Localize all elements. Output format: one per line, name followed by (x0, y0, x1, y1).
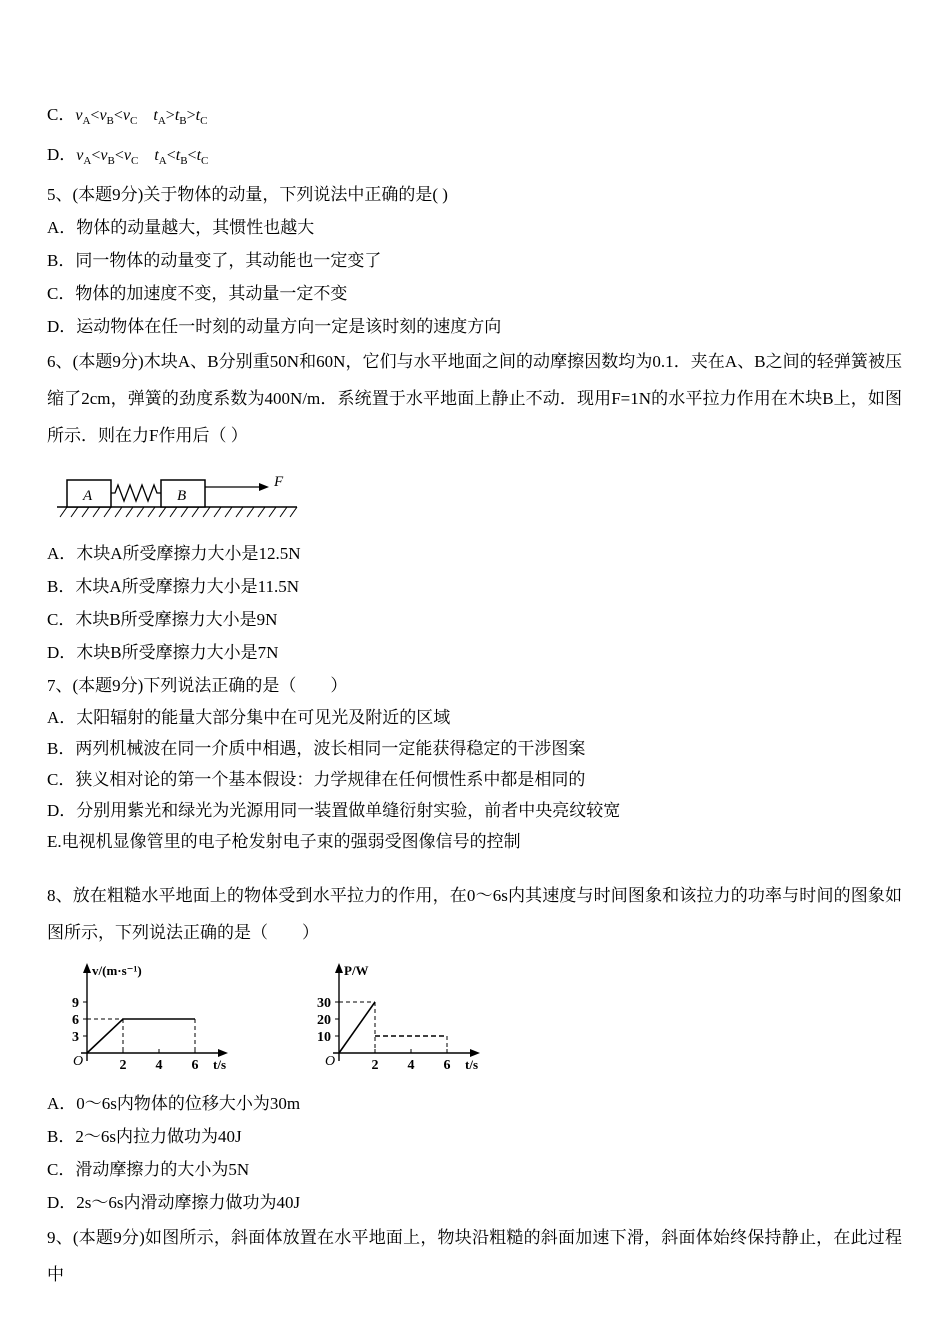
y-tick-label: 9 (72, 996, 79, 1012)
question-5-option-b: B．同一物体的动量变了，其动能也一定变了 (47, 251, 382, 271)
question-6-option-b: B．木块A所受摩擦力大小是11.5N (47, 577, 300, 597)
question-7-option-b: B．两列机械波在同一介质中相遇，波长相同一定能获得稳定的干涉图案 (47, 739, 586, 759)
question-7-option-e: E.电视机显像管里的电子枪发射电子束的强弱受图像信号的控制 (47, 832, 521, 852)
x-tick-label: 2 (371, 1058, 379, 1074)
block-a-label: A (83, 488, 93, 505)
force-arrow-head (259, 483, 269, 491)
option-d-formula: $v_A<v_B<v_C$ $t_A<t_B<t_C$ (76, 147, 209, 168)
block-b-label: B (177, 488, 187, 505)
x-tick-label: 6 (443, 1058, 451, 1074)
origin-label: O (325, 1054, 336, 1070)
question-5-option-a: A．物体的动量越大，其惯性也越大 (47, 218, 315, 238)
question-7-option-d: D．分别用紫光和绿光为光源用同一装置做单缝衍射实验，前者中央亮纹较宽 (47, 801, 621, 821)
prev-question-option-c (47, 98, 902, 138)
x-tick-label: 4 (407, 1058, 415, 1074)
y-axis-label: v/(m·s⁻¹) (92, 963, 142, 979)
question-6-option-a: A．木块A所受摩擦力大小是12.5N (47, 544, 301, 564)
origin-label: O (73, 1054, 84, 1070)
q8-velocity-time-graph (53, 955, 253, 1081)
y-axis-arrow (83, 963, 91, 973)
option-c-formula: $v_A<v_B<v_C$ $t_A>t_B>t_C$ (75, 107, 208, 128)
question-7-option-a: A．太阳辐射的能量大部分集中在可见光及附近的区域 (47, 708, 451, 728)
question-7-option-c: C．狭义相对论的第一个基本假设：力学规律在任何惯性系中都是相同的 (47, 770, 586, 790)
question-5-option-d: D．运动物体在任一时刻的动量方向一定是该时刻的速度方向 (47, 317, 502, 337)
y-tick-label: 30 (317, 996, 331, 1012)
y-tick-label: 20 (317, 1013, 331, 1029)
question-9-stem: 9、(本题9分)如图所示，斜面体放置在水平地面上，物块沿粗糙的斜面加速下滑，斜面体始终保持静止，在此过程中 (47, 1228, 902, 1285)
prev-question-option-d (47, 138, 902, 178)
v-t-data-line (87, 1019, 195, 1053)
x-tick-label: 6 (191, 1058, 199, 1074)
question-6-option-d: D．木块B所受摩擦力大小是7N (47, 643, 279, 663)
spring (111, 485, 161, 501)
question-8-stem: 8、放在粗糙水平地面上的物体受到水平拉力的作用，在0～6s内其速度与时间图象和该拉力的功率与时间的图象如图所示，下列说法正确的是（ ） (47, 886, 902, 943)
question-8-option-c: C．滑动摩擦力的大小为5N (47, 1160, 250, 1180)
q8-power-time-graph (305, 955, 505, 1081)
x-tick-label: 4 (155, 1058, 163, 1074)
q6-blocks-spring-figure (55, 460, 307, 522)
y-tick-label: 3 (72, 1030, 79, 1046)
y-axis-label: P/W (344, 963, 369, 979)
option-label: D． (47, 145, 77, 165)
p-t-rise-line (339, 1002, 375, 1053)
x-axis-label: t/s (465, 1057, 478, 1073)
force-label: F (274, 474, 284, 491)
x-axis-label: t/s (213, 1057, 226, 1073)
question-8-graphs (53, 955, 902, 1081)
ground-hatching (60, 507, 297, 517)
x-axis-arrow (218, 1049, 228, 1057)
y-tick-label: 10 (317, 1030, 331, 1046)
question-8-option-a: A．0～6s内物体的位移大小为30m (47, 1094, 301, 1114)
question-6-stem: 6、(本题9分)木块A、B分别重50N和60N，它们与水平地面之间的动摩擦因数均为0.1．夹在A、B之间的轻弹簧被压缩了2cm，弹簧的劲度系数为400N/m．系统置于水平地面上静止不动．现用F=1N的水平拉力作用在木块B上，如图所示．则在力F作用后（ ） (47, 352, 902, 446)
y-axis-arrow (335, 963, 343, 973)
question-6-figure-wrap (55, 460, 902, 527)
question-6-option-c: C．木块B所受摩擦力大小是9N (47, 610, 278, 630)
option-label: C． (47, 105, 76, 124)
x-axis-arrow (470, 1049, 480, 1057)
question-5-stem: 5、(本题9分)关于物体的动量，下列说法中正确的是( ) (47, 185, 448, 205)
question-8-option-d: D．2s～6s内滑动摩擦力做功为40J (47, 1193, 301, 1213)
question-5-option-c: C．物体的加速度不变，其动量一定不变 (47, 284, 348, 304)
question-7-stem: 7、(本题9分)下列说法正确的是（ ） (47, 676, 348, 696)
question-8-option-b: B．2～6s内拉力做功为40J (47, 1127, 242, 1147)
x-tick-label: 2 (119, 1058, 127, 1074)
y-tick-label: 6 (72, 1013, 79, 1029)
